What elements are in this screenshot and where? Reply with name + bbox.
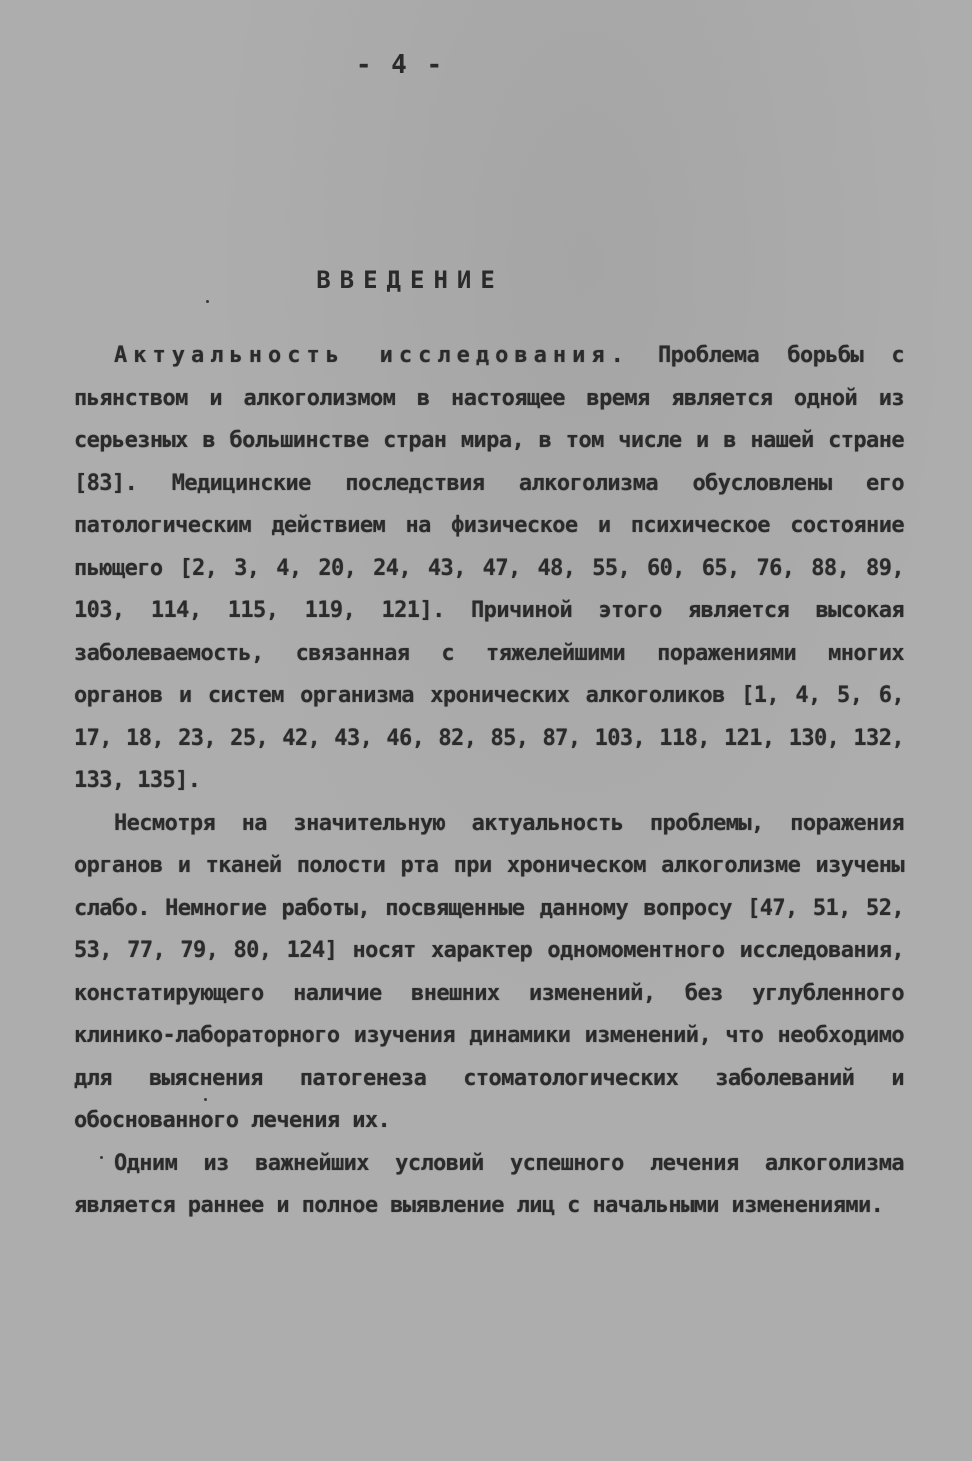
paragraph-conditions (74, 1143, 904, 1228)
body-text (74, 335, 904, 1228)
paragraph-lead: Актуальность исследования. (114, 343, 630, 368)
paragraph-relevance (74, 335, 904, 803)
paragraph-problem (74, 803, 904, 1143)
paragraph-text: Проблема борьбы с пьянством и алкоголизмом в настоящее время является одной из серьезных в большинстве стран мира, в том числе и в нашей стране [83]. Медицинские последствия алкоголизма обусловлены его патологическим действием на физическое и психическое состояние пьющего [2, 3, 4, 20, 24, 43, 47, 48, 55, 60, 65, 76, 88, 89, 103, 114, 115, 119, 121]. Причиной этого является высокая заболеваемость, связанная с тяжелейшими поражениями многих органов и систем организма хронических алкоголиков [1, 4, 5, 6, 17, 18, 23, 25, 42, 43, 46, 82, 85, 87, 103, 118, 121, 130, 132, 133, 135]. (74, 343, 904, 793)
paragraph-text: Одним из важнейших условий успешного лечения алкоголизма является раннее и полное выявление лиц с начальными изменениями. (74, 1150, 904, 1218)
paragraph-text: Несмотря на значительную актуальность проблемы, поражения органов и тканей полости рта при хроническом алкоголизме изучены слабо. Немногие работы, посвященные данному вопросу [47, 51, 52, 53, 77, 79, 80, 124] носят характер одномоментного исследования, констатирующего наличие внешних изменений, без углубленного клинико-лабораторного изучения динамики изменений, что необходимо для выяснения патогенеза стоматологических заболеваний и обоснованного лечения их. (74, 810, 904, 1133)
scan-speck (206, 300, 209, 303)
section-title: ВВЕДЕНИЕ (316, 266, 504, 294)
page-number: - 4 - (355, 50, 445, 80)
